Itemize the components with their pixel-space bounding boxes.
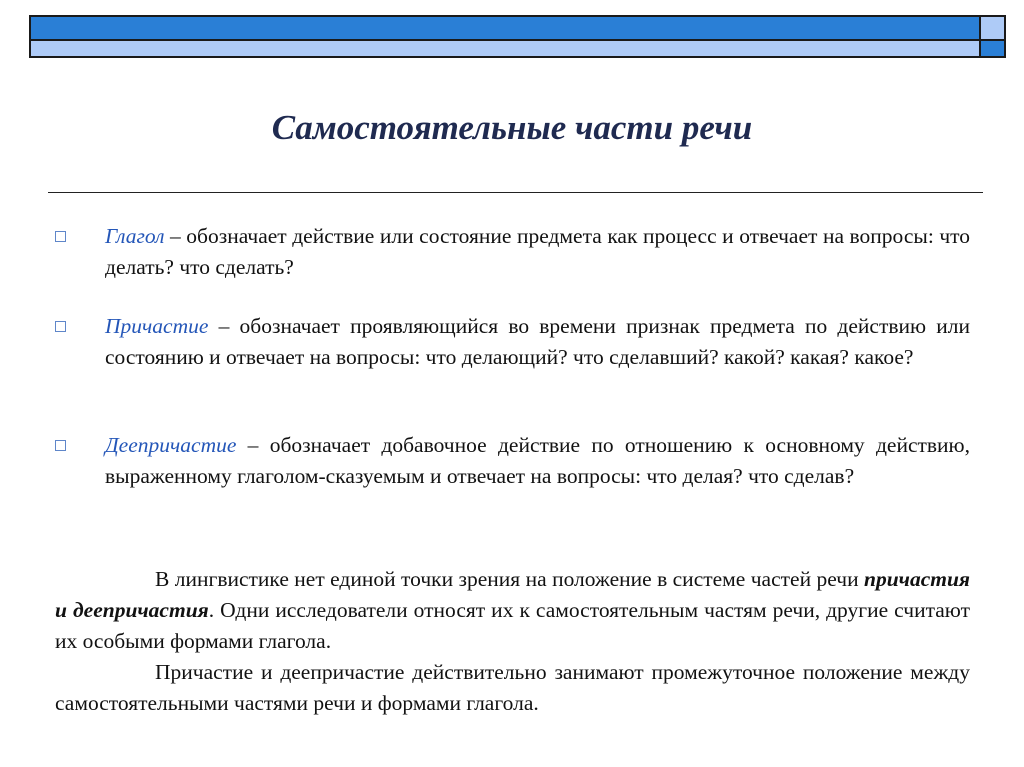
term: Глагол [105,224,165,248]
list-item-gerund [105,430,970,492]
square-bullet-icon [55,440,66,451]
note-emphasis: причастия и деепричастия [55,567,970,622]
note-text: . Одни исследователи относят их к самостоятельным частям речи, другие считают их особыми формами глагола. [55,598,970,653]
definition: – обозначает проявляющийся во времени признак предмета по действию или состоянию и отвечает на вопросы: что делающий? что сделавший? какой? какая? какое? [105,314,970,369]
list-item-verb [105,221,970,283]
slide-title: Самостоятельные части речи [271,108,753,147]
note-text: В лингвистике нет единой точки зрения на положение в системе частей речи [155,567,864,591]
title-divider [48,192,983,193]
note-paragraph-2: Причастие и деепричастие действительно занимают промежуточное положение между самостоятельными частями речи и формами глагола. [55,660,970,715]
definition: – обозначает действие или состояние предмета как процесс и отвечает на вопросы: что делать? что сделать? [105,224,970,279]
note-paragraph-1 [55,564,970,657]
header-bar-light [29,39,981,58]
header-bar-dark [29,15,981,41]
header-square-dark [979,39,1006,58]
square-bullet-icon [55,321,66,332]
definition: – обозначает добавочное действие по отношению к основному действию, выраженному глаголом-сказуемым и отвечает на вопросы: что делая? что сделав? [105,433,970,488]
term: Деепричастие [105,433,237,457]
term: Причастие [105,314,209,338]
square-bullet-icon [55,231,66,242]
header-square-light [979,15,1006,41]
note-block [55,564,970,719]
list-item-participle [105,311,970,373]
